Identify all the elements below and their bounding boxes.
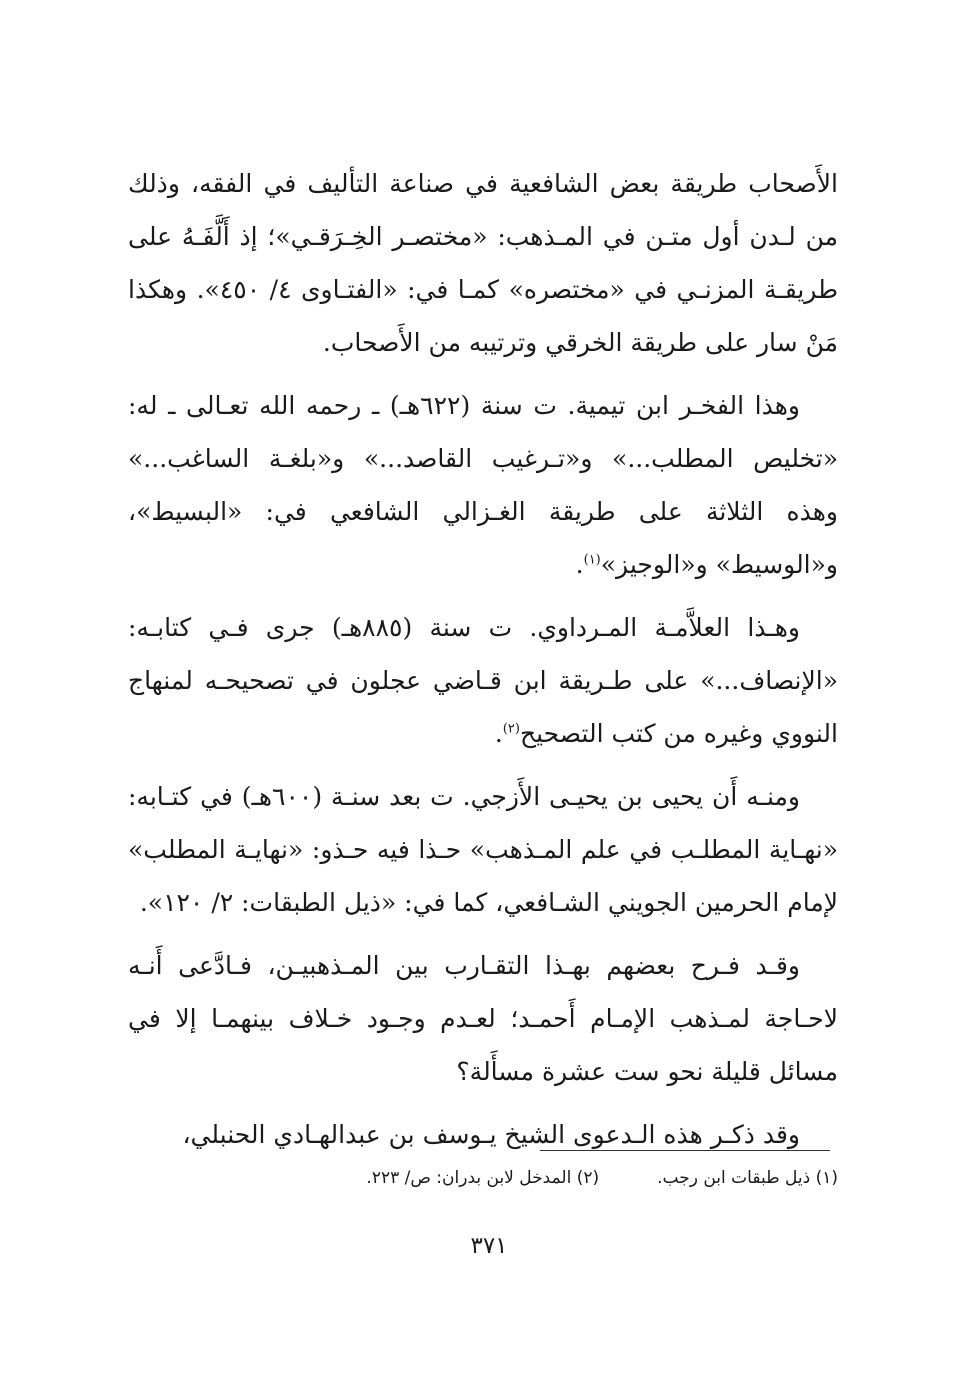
page-number: ٣٧١ (470, 1233, 508, 1259)
paragraph-3 (128, 601, 838, 760)
paragraph-6 (128, 1108, 838, 1161)
footnote-ref-2[interactable]: (٢) (502, 721, 520, 737)
paragraph-5-text: وقـد فـرح بعضهم بهـذا التقـارب بين المـذهبيـن، فـادَّعى أَنـه لاحـاجة لمـذهب الإمـام أَحمـد؛ لعـدم وجـود خـلاف بينهمـا إلا في مسائل قليلة نحو ست عشرة مسأَلة؟ (128, 951, 838, 1086)
paragraph-3-text: وهـذا العلاَّمـة المـرداوي. ت سنة (٨٨٥هـ) جرى فـي كتابـه: «الإنصاف...» على طـريقة ابن قـاضي عجلون في تصحيحـه لمنهاج النووي وغيره من كتب التصحيح (128, 613, 838, 748)
paragraph-6-text: وقد ذكـر هذه الـدعوى الشيخ يـوسف بن عبدالهـادي الحنبلي، (182, 1120, 800, 1149)
paragraph-1-text: الأَصحاب طريقة بعض الشافعية في صناعة التأليف في الفقه، وذلك من لـدن أول متـن في المـذهب: «مختصـر الخِـرَقـي»؛ إذ أَلَّفَـهُ على طريقـة المزنـي في «مختصره» كمـا في: «الفتـاوى ٤/ ٤٥٠». وهكذا مَنْ سار على طريقة الخرقي وترتيبه من الأَصحاب. (128, 169, 838, 357)
footnote-2: (٢) المدخل لابن بدران: ص/ ٢٢٣. (366, 1168, 600, 1188)
paragraph-4 (128, 770, 838, 929)
footnote-1: (١) ذيل طبقات ابن رجب. (657, 1168, 838, 1188)
paragraph-2-text: وهذا الفخـر ابن تيمية. ت سنة (٦٢٢هـ) ـ رحمه الله تعـالى ـ له: «تخليص المطلب...» و«تـرغيب القاصد...» و«بلغـة الساغب...» وهذه الثلاثة على طريقة الغـزالي الشافعي في: «البسيط»، و«الوسيط» و«الوجيز» (128, 391, 838, 579)
paragraph-1 (128, 157, 838, 369)
footnote-separator (540, 1150, 830, 1151)
footnote-ref-1[interactable]: (١) (583, 552, 601, 568)
footnotes (366, 1168, 838, 1188)
paragraph-2-tail: . (575, 550, 584, 579)
body-text (128, 157, 838, 1171)
paragraph-4-text: ومنـه أَن يحيى بن يحيـى الأَزجي. ت بعد سنـة (٦٠٠هـ) في كتـابه: «نهـاية المطلـب في علم المـذهب» حـذا فيه حـذو: «نهايـة المطلب» لإمام الحرمين الجويني الشـافعي، كما في: «ذيل الطبقات: ٢/ ١٢٠». (128, 782, 838, 917)
paragraph-2 (128, 379, 838, 591)
paragraph-3-tail: . (494, 719, 503, 748)
paragraph-5 (128, 939, 838, 1098)
